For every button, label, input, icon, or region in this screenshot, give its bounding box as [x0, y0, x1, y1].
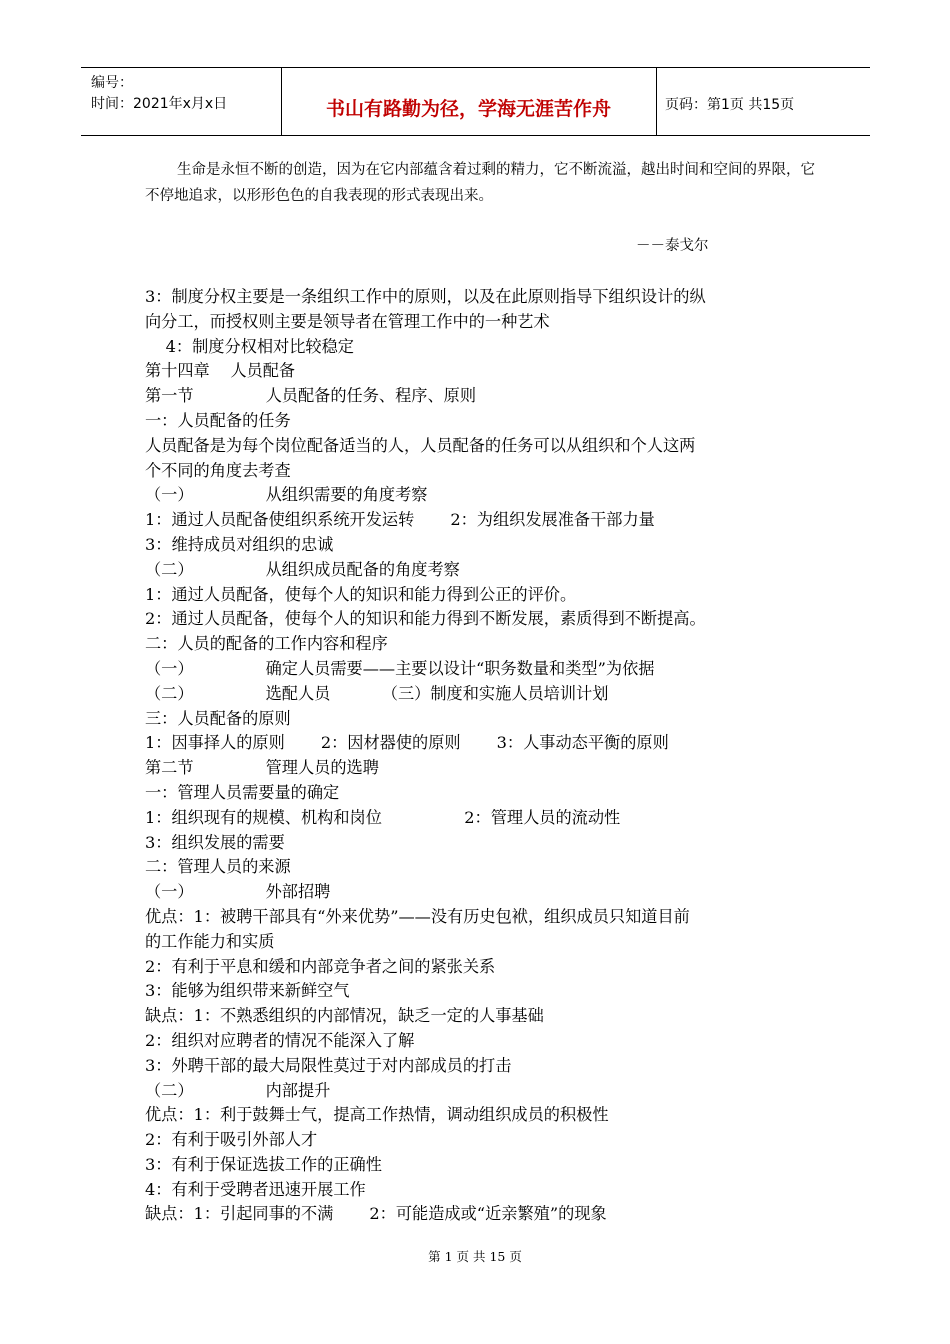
body-line: 人员配备是为每个岗位配备适当的人，人员配备的任务可以从组织和个人这两 — [145, 435, 696, 455]
body-line: 二：管理人员的来源 — [145, 857, 291, 877]
body-line: 3：制度分权主要是一条组织工作中的原则，以及在此原则指导下组织设计的纵 — [145, 287, 706, 306]
body-line: （二） 从组织成员配备的角度考察 — [145, 559, 460, 579]
header-page-cell — [656, 68, 870, 135]
body-line: 三：人员配备的原则 — [145, 708, 291, 728]
header-motto-cell — [281, 68, 657, 135]
body-line: （一） 确定人员需要——主要以设计“职务数量和类型”为依据 — [145, 658, 655, 678]
body-line: 缺点：1：引起同事的不满 2：可能造成或“近亲繁殖”的现象 — [145, 1204, 607, 1224]
body-line: 4：有利于受聘者迅速开展工作 — [145, 1179, 366, 1199]
page-header — [81, 67, 870, 136]
body-line: 一：管理人员需要量的确定 — [145, 782, 340, 802]
body-line: 2：有利于吸引外部人才 — [145, 1130, 318, 1150]
header-motto: 书山有路勤为径，学海无涯苦作舟 — [325, 98, 611, 120]
quote-author: －－泰戈尔 — [636, 238, 709, 254]
quote-block — [145, 157, 825, 209]
quote-text: 生命是永恒不断的创造，因为在它内部蕴含着过剩的精力，它不断流溢，越出时间和空间的界限，它不停地追求，以形形色色的自我表现的形式表现出来。 — [145, 162, 815, 204]
body-line: 3：外聘干部的最大局限性莫过于对内部成员的打击 — [145, 1055, 512, 1075]
page-footer: 第 1 页 共 15 页 — [428, 1249, 522, 1264]
body-line: 一：人员配备的任务 — [145, 410, 291, 430]
body-line: 个不同的角度去考查 — [145, 460, 291, 480]
body-line: 二：人员的配备的工作内容和程序 — [145, 634, 388, 654]
body-line: 第二节 管理人员的选聘 — [145, 758, 379, 778]
body-line: 向分工，而授权则主要是领导者在管理工作中的一种艺术 — [145, 311, 550, 331]
body-line: 1：通过人员配备使组织系统开发运转 2：为组织发展准备干部力量 — [145, 510, 655, 530]
body-line: （一） 外部招聘 — [145, 882, 331, 902]
body-line: 3：组织发展的需要 — [145, 832, 285, 852]
document-body — [145, 285, 825, 1227]
body-line: 的工作能力和实质 — [145, 931, 275, 951]
body-line: 3：能够为组织带来新鲜空气 — [145, 981, 350, 1001]
header-date-label: 时间：2021年x月x日 — [91, 96, 228, 112]
body-line: 第十四章 人员配备 — [145, 361, 296, 381]
body-line: 1：因事择人的原则 2：因材器使的原则 3：人事动态平衡的原则 — [145, 733, 669, 753]
body-line: 2：有利于平息和缓和内部竞争者之间的紧张关系 — [145, 956, 496, 976]
body-line: 1：组织现有的规模、机构和岗位 2：管理人员的流动性 — [145, 807, 621, 827]
body-line: 1：通过人员配备，使每个人的知识和能力得到公正的评价。 — [145, 584, 577, 604]
body-line: （二） 选配人员 （三）制度和实施人员培训计划 — [145, 683, 609, 703]
header-page-label: 页码：第1页 共15页 — [665, 97, 795, 113]
body-line: （二） 内部提升 — [145, 1080, 331, 1100]
body-line: 优点：1：利于鼓舞士气，提高工作热情，调动组织成员的积极性 — [145, 1105, 609, 1125]
body-line: 2：通过人员配备，使每个人的知识和能力得到不断发展，素质得到不断提高。 — [145, 609, 706, 629]
body-line: 3：维持成员对组织的忠诚 — [145, 534, 334, 554]
body-line: 3：有利于保证选拔工作的正确性 — [145, 1154, 382, 1174]
body-line: 优点：1：被聘干部具有“外来优势”——没有历史包袱，组织成员只知道目前 — [145, 906, 690, 926]
header-number-label: 编号： — [91, 75, 133, 91]
body-line: 4：制度分权相对比较稳定 — [145, 336, 354, 356]
body-line: 2：组织对应聘者的情况不能深入了解 — [145, 1030, 415, 1050]
body-line: 缺点：1：不熟悉组织的内部情况，缺乏一定的人事基础 — [145, 1006, 544, 1026]
body-line: （一） 从组织需要的角度考察 — [145, 485, 428, 505]
body-line: 第一节 人员配备的任务、程序、原则 — [145, 386, 477, 406]
header-info-cell — [81, 68, 282, 135]
